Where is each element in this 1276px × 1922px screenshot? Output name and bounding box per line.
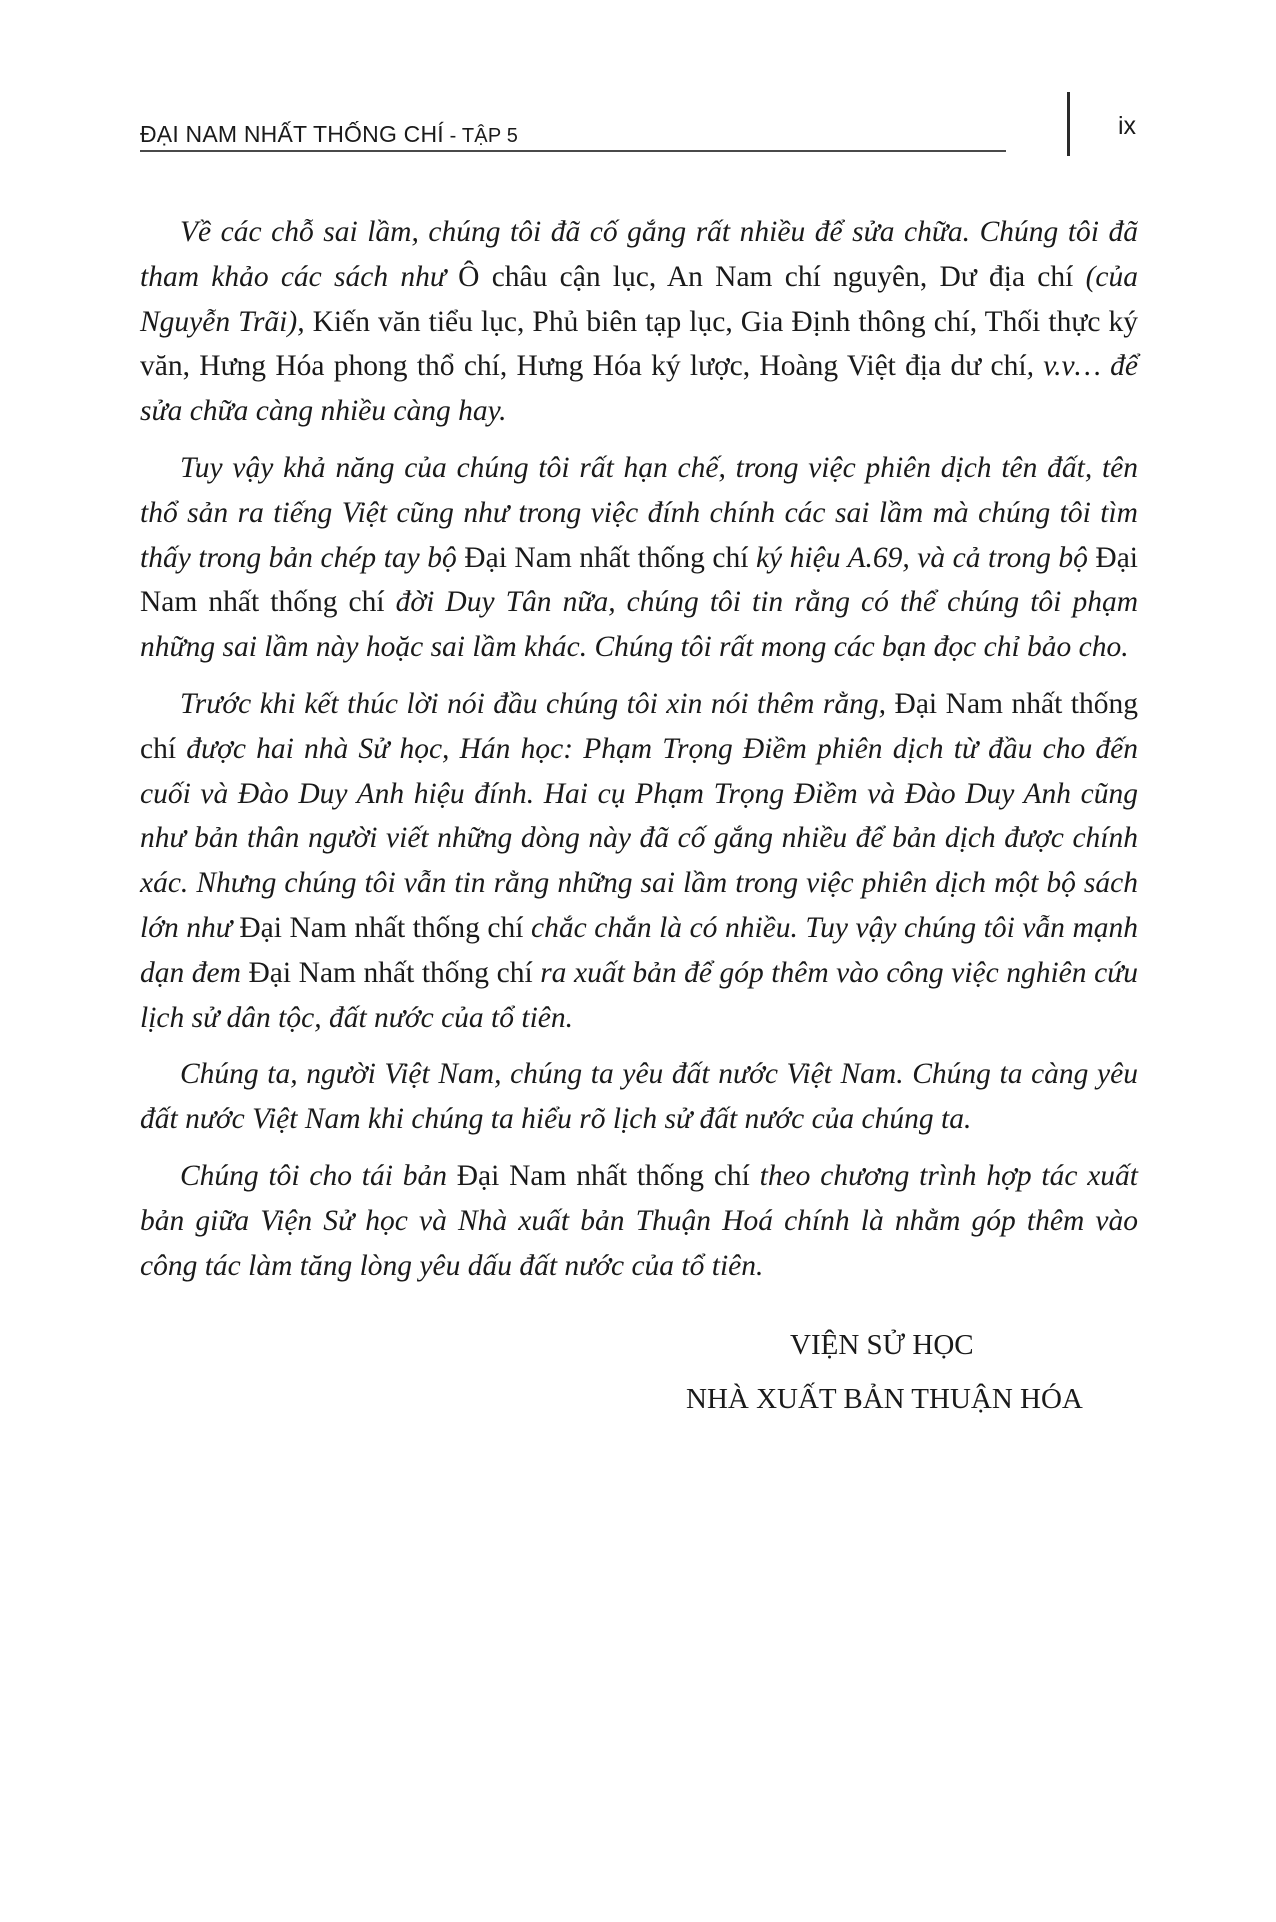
book-title-text: ĐẠI NAM NHẤT THỐNG CHÍ <box>140 121 444 147</box>
text-segment: theo chương trình hợp tác xuất bản giữa Viện Sử học và Nhà xuất bản Thuận Hoá chính là nhằm góp thêm vào công tác làm tăng lòng yêu dấu đất nước của tổ tiên. <box>140 1159 1138 1282</box>
paragraph <box>140 210 1138 434</box>
book-title-reference: Đại Nam nhất thống chí <box>140 687 1138 765</box>
text-segment: Chúng ta, người Việt Nam, chúng ta yêu đất nước Việt Nam. Chúng ta càng yêu đất nước Việt Nam khi chúng ta hiểu rõ lịch sử đất nước của chúng ta. <box>140 1058 1138 1136</box>
book-title-reference: Đại Nam nhất thống chí <box>239 911 524 944</box>
header-divider <box>1067 92 1070 156</box>
book-title-reference: Đại Nam nhất thống chí <box>140 541 1138 619</box>
signature-institute: VIỆN SỬ HỌC <box>790 1329 974 1361</box>
running-header <box>140 108 1010 152</box>
body-text <box>140 210 1138 1300</box>
book-title-reference: Kiến văn tiểu lục, Phủ biên tạp lục, Gia Định thông chí, Thối thực ký văn, Hưng Hóa phong thổ chí, Hưng Hóa ký lược, Hoàng Việt địa dư chí <box>140 305 1138 383</box>
text-segment: ra xuất bản để góp thêm vào công việc nghiên cứu lịch sử dân tộc, đất nước của tổ tiên. <box>140 956 1139 1034</box>
book-title-reference: Ô châu cận lục, An Nam chí nguyên, Dư địa chí <box>458 260 1074 293</box>
paragraph <box>140 1154 1138 1288</box>
text-segment: chắc chắn là có nhiều. Tuy vậy chúng tôi vẫn mạnh dạn đem <box>140 911 1139 989</box>
text-segment: , v.v… để sửa chữa càng nhiều càng hay. <box>140 350 1138 428</box>
book-title-reference: Đại Nam nhất thống chí <box>456 1159 750 1192</box>
book-title-reference: Đại Nam nhất thống chí <box>248 956 533 989</box>
paragraph <box>140 1052 1138 1142</box>
text-segment: Tuy vậy khả năng của chúng tôi rất hạn chế, trong việc phiên dịch tên đất, tên thổ sản ra tiếng Việt cũng như trong việc đính chính các sai lầm mà chúng tôi tìm thấy trong bản chép tay bộ <box>140 451 1138 574</box>
title-separator: - <box>443 125 462 147</box>
text-segment: Về các chỗ sai lầm, chúng tôi đã cố gắng rất nhiều để sửa chữa. Chúng tôi đã tham khảo các sách như <box>140 216 1138 293</box>
book-title <box>140 121 518 148</box>
paragraph <box>140 682 1138 1040</box>
signature-publisher: NHÀ XUẤT BẢN THUẬN HÓA <box>686 1383 1083 1415</box>
text-segment: được hai nhà Sử học, Hán học: Phạm Trọng Điềm phiên dịch từ đầu cho đến cuối và Đào Duy Anh hiệu đính. Hai cụ Phạm Trọng Điềm và Đào Duy Anh cũng như bản thân người viết những dòng này đã cố gắng nhiều để bản dịch được chính xác. Nhưng chúng tôi vẫn tin rằng những sai lầm trong việc phiên dịch một bộ sách lớn như <box>140 732 1138 944</box>
text-segment: (của Nguyễn Trãi), <box>140 260 1138 338</box>
signature-block <box>140 1318 1138 1426</box>
text-segment: Trước khi kết thúc lời nói đầu chúng tôi xin nói thêm rằng, <box>180 687 895 720</box>
paragraph <box>140 446 1138 670</box>
page-number: ix <box>1118 112 1137 140</box>
header-rule <box>140 150 1006 152</box>
volume-label: TẬP 5 <box>461 125 519 147</box>
text-segment: ký hiệu A.69, và cả trong bộ <box>748 541 1096 574</box>
book-title-reference: Đại Nam nhất thống chí <box>464 541 749 574</box>
text-segment: Chúng tôi cho tái bản <box>180 1159 457 1192</box>
text-segment: đời Duy Tân nữa, chúng tôi tin rằng có thể chúng tôi phạm những sai lầm này hoặc sai lầm khác. Chúng tôi rất mong các bạn đọc chỉ bảo cho. <box>140 586 1138 664</box>
